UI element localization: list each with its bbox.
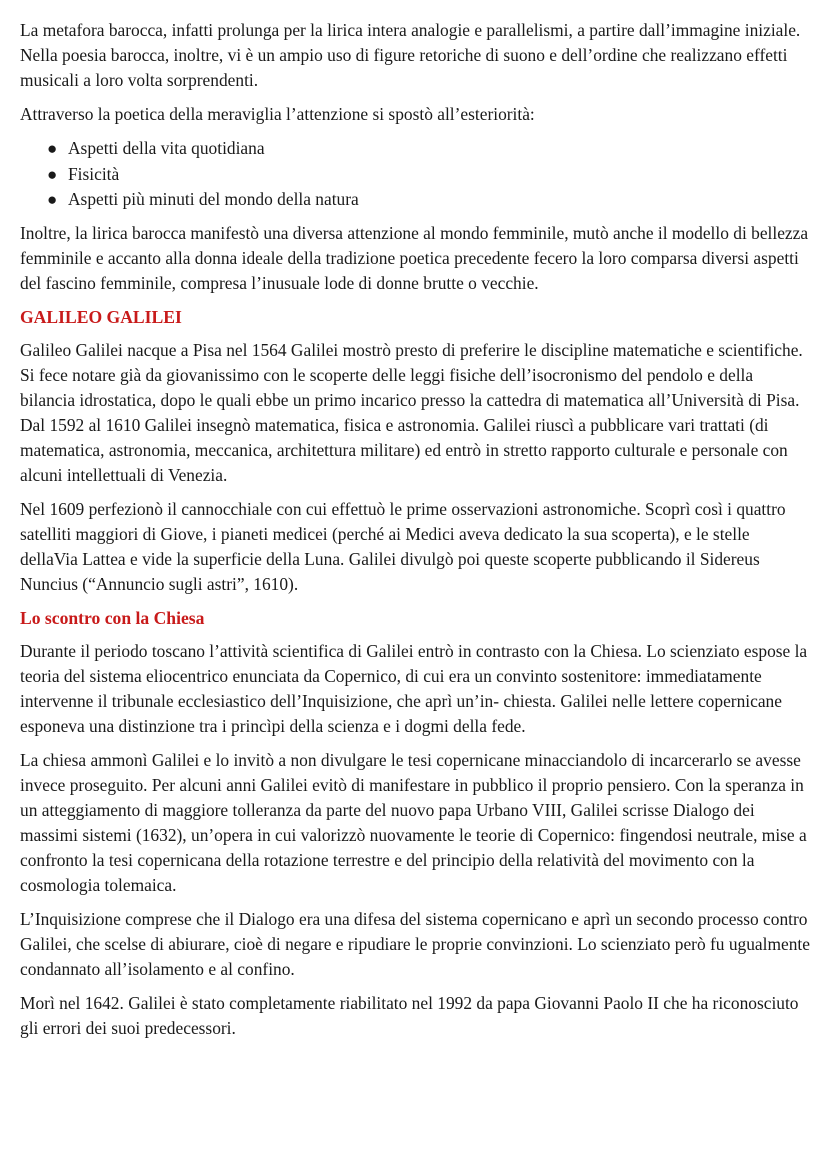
intro-paragraph-2: Attraverso la poetica della meraviglia l’attenzione si spostò all’esteriorità: (20, 104, 535, 124)
section-heading-chiesa: Lo scontro con la Chiesa (20, 607, 205, 628)
chiesa-paragraph-1: Durante il periodo toscano l’attività scientifica di Galilei entrò in contrasto con la Chiesa. Lo scienziato espose la teoria del sistema eliocentrico enunciata da Copernico, di cui era un convinto sostenitore: immediatamente intervenne il tribunale ecclesiastico dell’Inquisizione, che aprì un’in- chiesta. Galilei nelle lettere copernicane esponeva una distinzione tra i princìpi della scienza e i dogmi della fede. (20, 640, 808, 736)
chiesa-paragraph-3: L’Inquisizione comprese che il Dialogo era una difesa del sistema copernicano e aprì un secondo processo contro Galilei, che scelse di abiurare, cioè di negare e ripudiare le proprie convinzioni. Lo scienziato però fu ugualmente condannato all’isolamento e al confino. (20, 908, 810, 979)
chiesa-paragraph-4: Morì nel 1642. Galilei è stato completamente riabilitato nel 1992 da papa Giovanni Paolo II che ha riconosciuto gli errori dei suoi predecessori. (20, 992, 799, 1038)
galileo-paragraph-2: Nel 1609 perfezionò il cannocchiale con cui effettuò le prime osservazioni astronomiche. Scoprì così i quattro satelliti maggiori di Giove, i pianeti medicei (perché ai Medici aveva dedicato la sua scoperta), e le stelle dellaVia Lattea e vide la superficie della Luna. Galilei divulgò poi queste scoperte pubblicando il Sidereus Nuncius (“Annuncio sugli astri”, 1610). (20, 498, 786, 594)
bullet-icon: ● (47, 190, 58, 209)
intro-paragraph-3: Inoltre, la lirica barocca manifestò una diversa attenzione al mondo femminile, mutò anche il modello di bellezza femminile e accanto alla donna ideale della tradizione poetica precedente fecero la loro comparsa diversi aspetti del fascino femminile, compresa l’inusuale lode di donne brutte o vecchie. (20, 222, 809, 293)
list-item: ● Aspetti della vita quotidiana (68, 136, 810, 162)
section-heading-galileo: GALILEO GALILEI (20, 306, 182, 327)
bullet-icon: ● (47, 139, 58, 158)
intro-paragraph-1: La metafora barocca, infatti prolunga per la lirica intera analogie e parallelismi, a partire dall’immagine iniziale. Nella poesia barocca, inoltre, vi è un ampio uso di figure retoriche di suono e dell’ordine che realizzano effetti musicali a loro volta sorprendenti. (20, 20, 801, 90)
list-item: ● Aspetti più minuti del mondo della natura (68, 187, 810, 213)
bullet-icon: ● (47, 164, 58, 184)
list-item: ● Fisicità (68, 162, 810, 188)
bullet-list (20, 136, 810, 213)
chiesa-paragraph-2: La chiesa ammonì Galilei e lo invitò a non divulgare le tesi copernicane minacciandolo di incarcerarlo se avesse invece proseguito. Per alcuni anni Galilei evitò di manifestare in pubblico il proprio pensiero. Con la speranza in un atteggiamento di maggiore tolleranza da parte del nuovo papa Urbano VIII, Galilei scrisse Dialogo dei massimi sistemi (1632), un’opera in cui valorizzò nuovamente le teorie di Copernico: fingendosi neutrale, mise a confronto la tesi copernicana della rotazione terrestre e del principio della relatività del movimento con la cosmologia tolemaica. (20, 749, 807, 895)
galileo-paragraph-1: Galileo Galilei nacque a Pisa nel 1564 Galilei mostrò presto di preferire le discipline matematiche e scientifiche. Si fece notare già da giovanissimo con le scoperte delle leggi fisiche dell’isocronismo del pendolo e della bilancia idrostatica, dopo le quali ebbe un primo incarico presso la cattedra di matematica all’Università di Pisa. Dal 1592 al 1610 Galilei insegnò matematica, fisica e astronomia. Galilei riuscì a pubblicare vari trattati (di matematica, astronomia, meccanica, architettura militare) ed entrò in stretto rapporto culturale e personale con alcuni intellettuali di Venezia. (20, 339, 803, 485)
